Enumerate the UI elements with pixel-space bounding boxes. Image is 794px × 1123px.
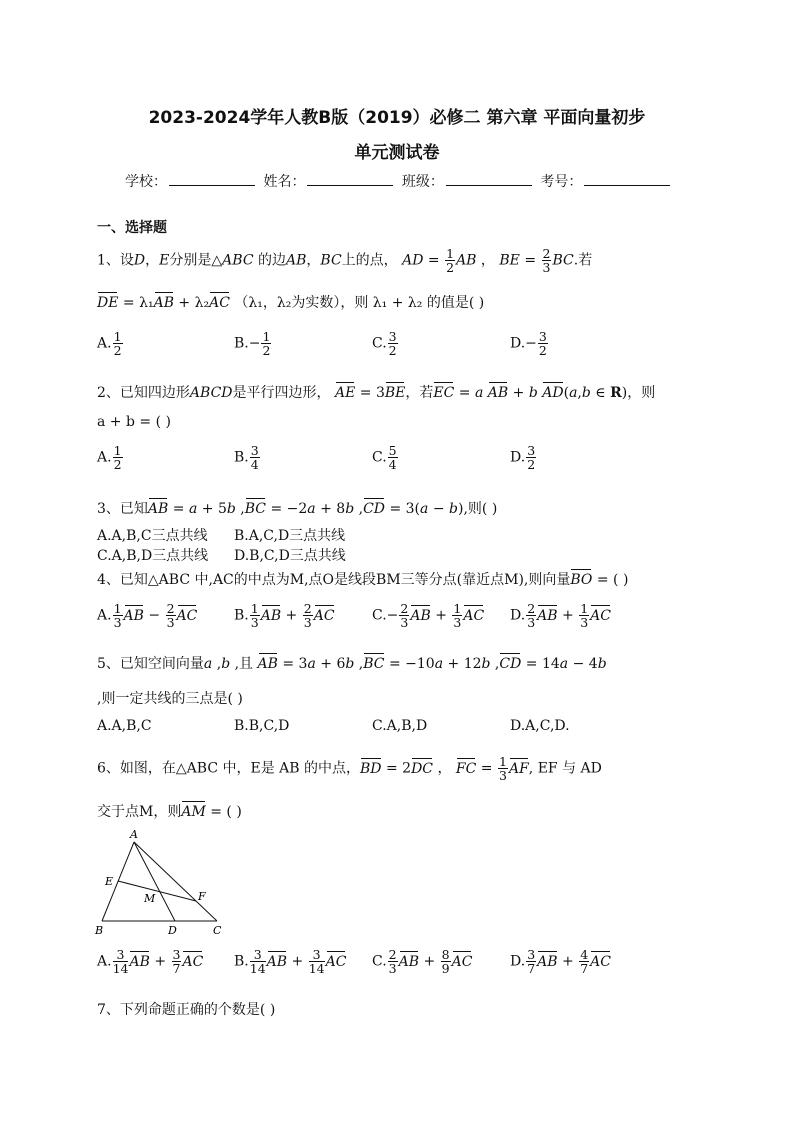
q3-option-a[interactable]: A.A,B,C三点共线 — [97, 528, 208, 544]
question-5-line2: ,则一定共线的三点是( ) — [97, 691, 243, 707]
page-title-line2: 单元测试卷 — [354, 143, 440, 163]
name-blank[interactable] — [307, 184, 393, 186]
q2-option-c[interactable]: C. $\frac{5}{4}$ — [372, 443, 397, 473]
label-b: B — [95, 924, 104, 937]
q2-option-a[interactable]: A. $\frac{1}{2}$ — [97, 443, 122, 473]
class-label: 班级： — [401, 174, 444, 190]
q1-option-b[interactable]: B.− $\frac{1}{2}$ — [234, 329, 271, 359]
page-title-line1: 2023-2024学年人教B版（2019）必修二 第六章 平面向量初步 — [148, 108, 646, 128]
q1-option-d[interactable]: D.− $\frac{3}{2}$ — [510, 329, 547, 359]
q2-option-d[interactable]: D. $\frac{3}{2}$ — [510, 443, 536, 473]
question-1-line1: 1、设D，E分别是△ABC 的边AB，BC上的点， AD = $\frac{1}{2}$ AB ， BE = $\frac{2}{3}$ BC.若 — [97, 246, 593, 276]
label-m: M — [144, 892, 156, 905]
q6-option-a[interactable]: A. $\frac{3}{14}$ AB + $\frac{3}{7}$ AC — [97, 947, 204, 977]
school-label: 学校： — [125, 174, 167, 190]
question-6-stem: 6、如图，在△ABC 中，E是 AB 的中点，BD = 2DC ， FC = $\frac{1}{3}$ AF, EF 与 AD — [97, 754, 602, 784]
question-2-line1: 2、已知四边形ABCD是平行四边形， AE = 3BE，若EC = a AB + b AD(a,b ∈ R)，则 — [97, 385, 656, 401]
question-5-stem: 5、已知空间向量a ,b ,且 AB = 3a + 6b ,BC = −10a + 12b ,CD = 14a − 4b — [97, 656, 607, 672]
q3-option-d[interactable]: D.B,C,D三点共线 — [234, 548, 346, 564]
q6-option-b[interactable]: B. $\frac{3}{14}$ AB + $\frac{3}{14}$ AC — [234, 947, 347, 977]
q5-option-c[interactable]: C.A,B,D — [372, 718, 428, 734]
school-blank[interactable] — [169, 184, 255, 186]
student-info-line — [125, 171, 674, 191]
number-label: 考号： — [540, 174, 583, 190]
q3-option-b[interactable]: B.A,C,D三点共线 — [234, 528, 346, 544]
q4-option-c[interactable]: C.− $\frac{2}{3}$ AB + $\frac{1}{3}$ AC — [372, 601, 485, 631]
question-3-stem: 3、已知AB = a + 5b ,BC = −2a + 8b ,CD = 3(a − b),则( ) — [97, 501, 498, 517]
question-4-stem: 4、已知△ABC 中,AC的中点为M,点O是线段BM三等分点(靠近点M),则向量BO = ( ) — [97, 572, 629, 588]
question-2-line2: a + b = ( ) — [97, 414, 171, 430]
q1-option-c[interactable]: C. $\frac{3}{2}$ — [372, 329, 397, 359]
section-header: 一、选择题 — [97, 220, 167, 236]
question-6-line2: 交于点M，则AM = ( ) — [97, 804, 242, 820]
q6-option-d[interactable]: D. $\frac{3}{7}$ AB + $\frac{4}{7}$ AC — [510, 947, 611, 977]
class-blank[interactable] — [446, 184, 532, 186]
label-d: D — [168, 924, 177, 937]
triangle-figure — [92, 826, 232, 938]
q5-option-d[interactable]: D.A,C,D. — [510, 718, 570, 734]
question-1-line2: DE = λ₁AB + λ₂AC （λ₁，λ₂为实数），则 λ₁ + λ₂ 的值是( ) — [97, 295, 485, 311]
label-e: E — [105, 875, 114, 888]
side-ac — [134, 842, 217, 921]
q4-option-a[interactable]: A. $\frac{1}{3}$ AB − $\frac{2}{3}$ AC — [97, 601, 198, 631]
number-blank[interactable] — [584, 184, 670, 186]
q4-option-d[interactable]: D. $\frac{2}{3}$ AB + $\frac{1}{3}$ AC — [510, 601, 611, 631]
question-7-stem: 7、下列命题正确的个数是( ) — [97, 1002, 276, 1018]
label-f: F — [198, 890, 206, 903]
name-label: 姓名： — [263, 174, 306, 190]
label-a: A — [130, 828, 138, 841]
q2-option-b[interactable]: B. $\frac{3}{4}$ — [234, 443, 259, 473]
label-c: C — [213, 924, 222, 937]
q4-option-b[interactable]: B. $\frac{1}{3}$ AB + $\frac{2}{3}$ AC — [234, 601, 335, 631]
q3-option-c[interactable]: C.A,B,D三点共线 — [97, 548, 209, 564]
q5-option-a[interactable]: A.A,B,C — [97, 718, 152, 734]
q1-option-a[interactable]: A. $\frac{1}{2}$ — [97, 329, 122, 359]
segment-ef — [118, 881, 196, 901]
q6-option-c[interactable]: C. $\frac{2}{3}$ AB + $\frac{8}{9}$ AC — [372, 947, 473, 977]
q5-option-b[interactable]: B.B,C,D — [234, 718, 290, 734]
segment-ad — [134, 842, 175, 921]
